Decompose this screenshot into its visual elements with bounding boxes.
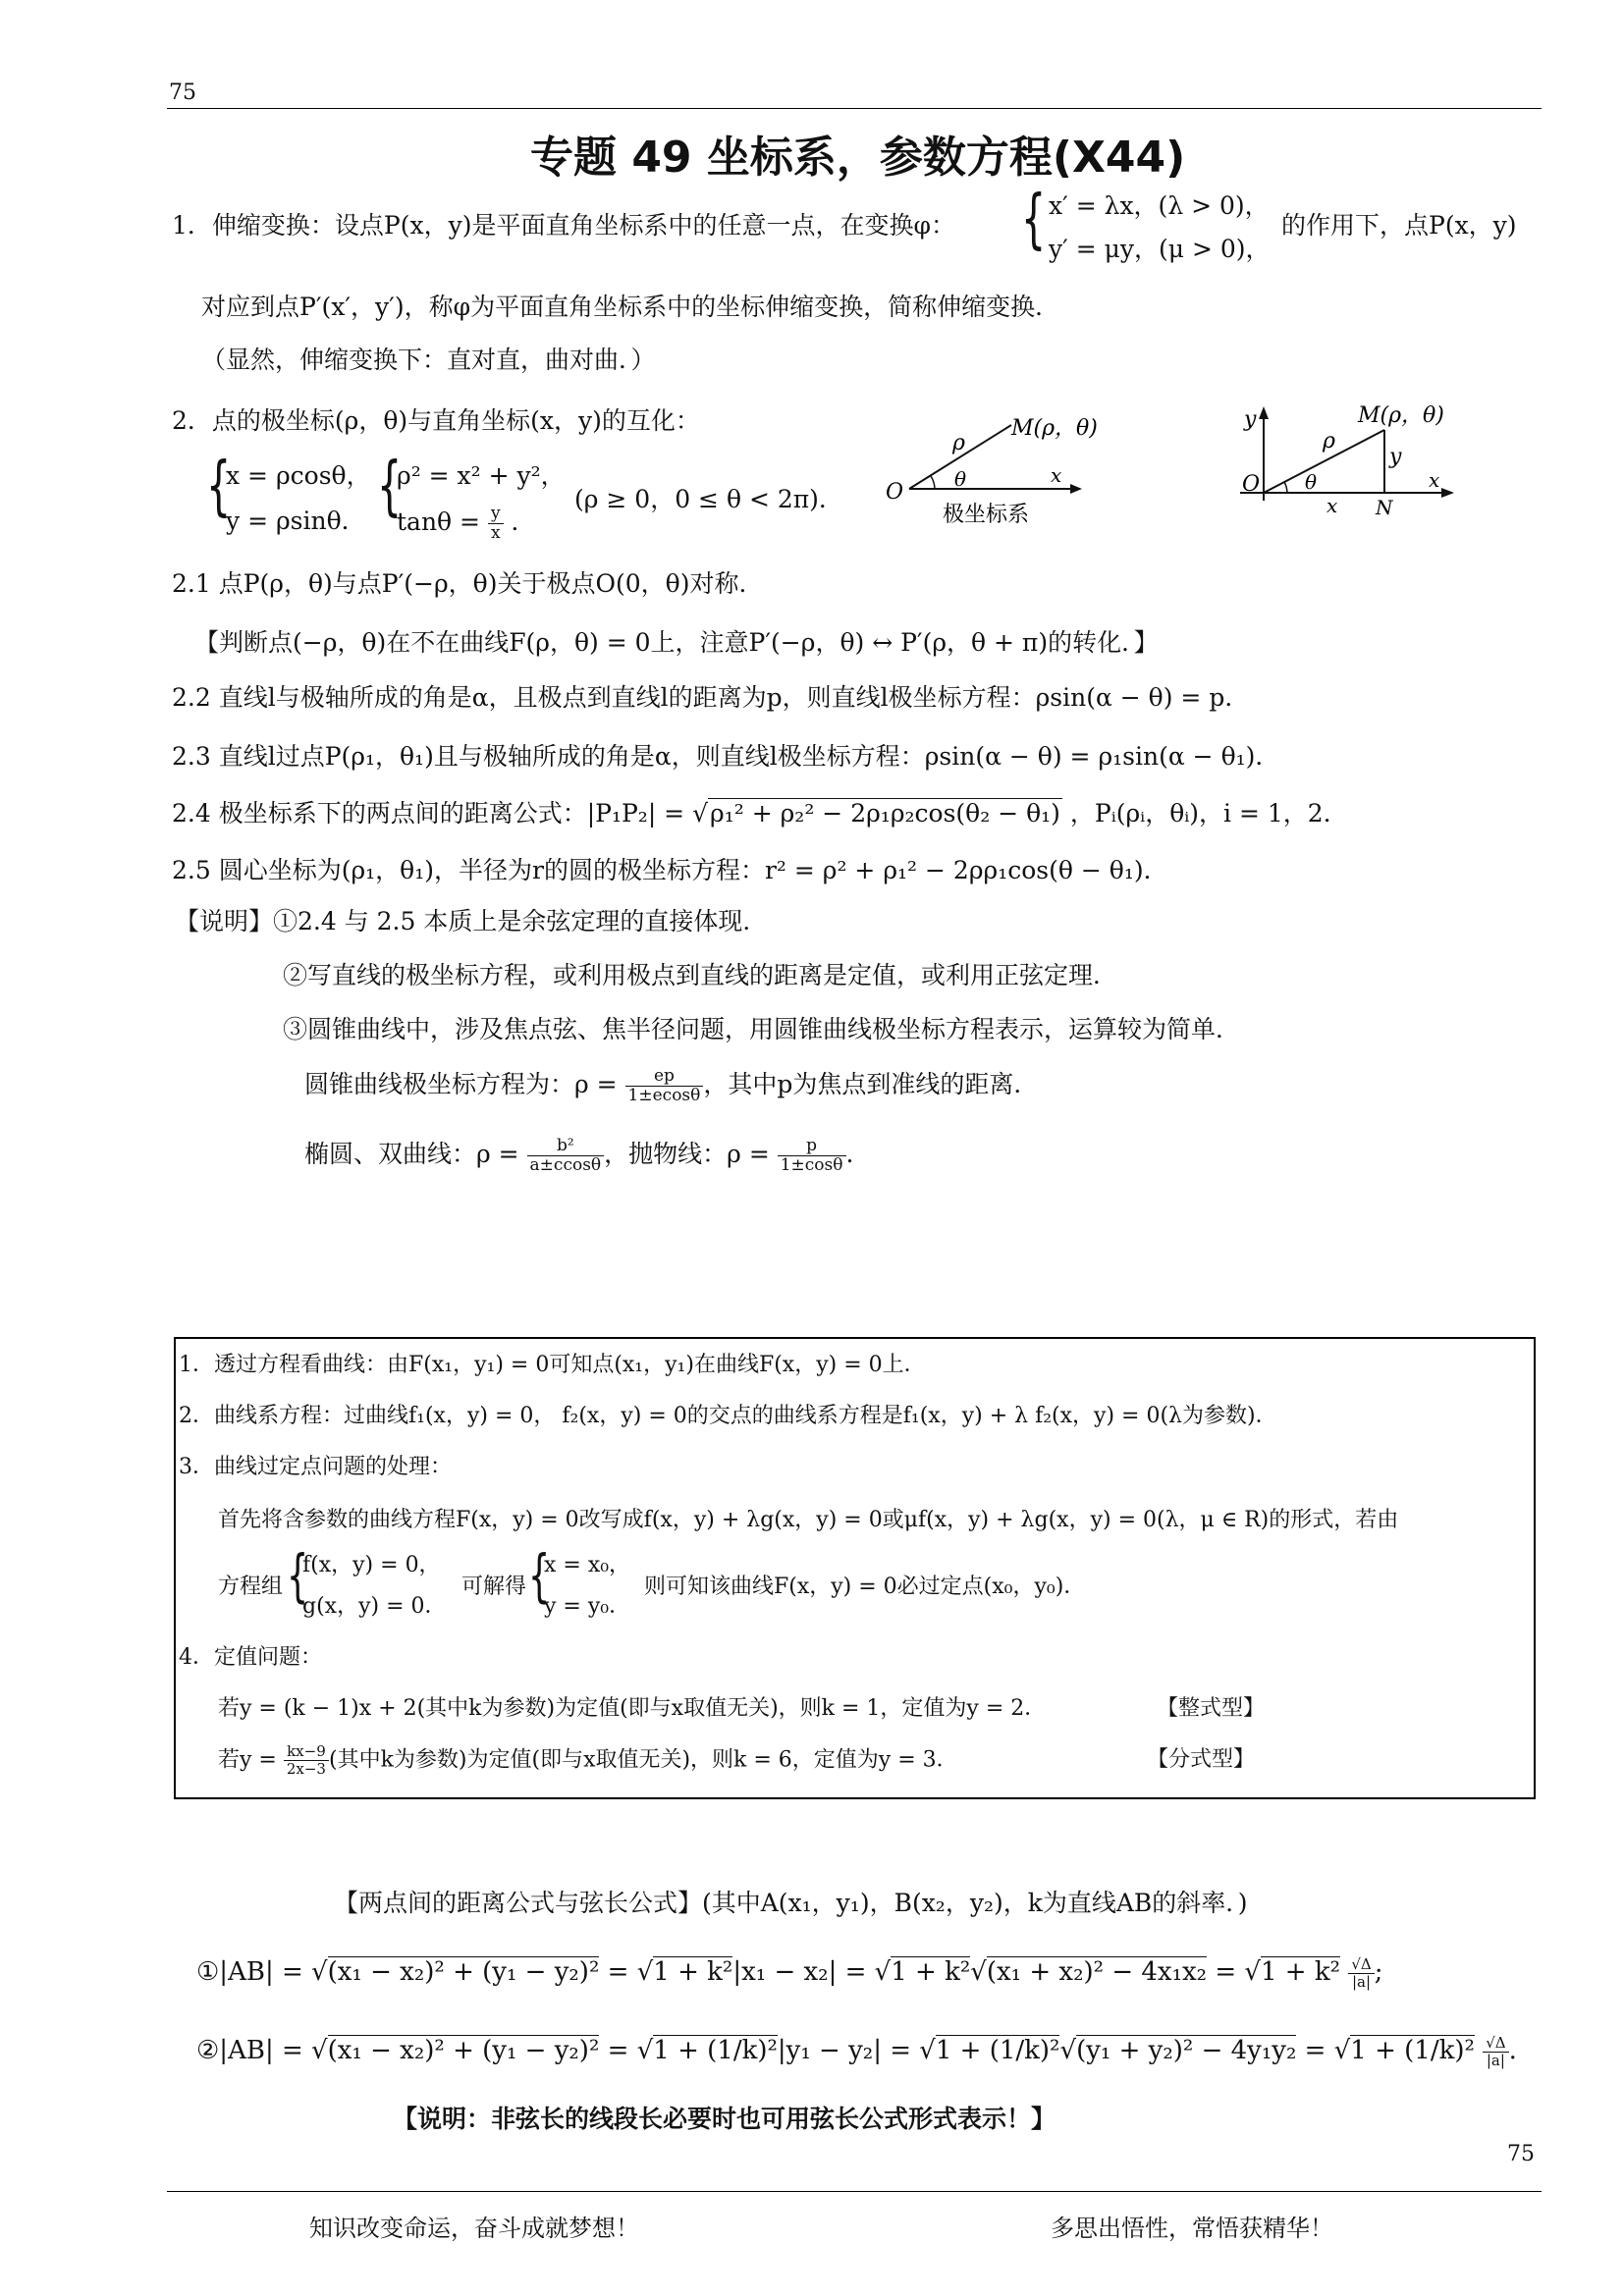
polar-label-M: M(ρ，θ) [1011, 416, 1098, 441]
box-line1: 1．透过方程看曲线：由F(x₁，y₁) = 0可知点(x₁，y₁)在曲线F(x，y) = 0上． [179, 1353, 926, 1377]
note-ellipse-frac [527, 1137, 605, 1175]
chord-f1-fden: |a| [1351, 1972, 1372, 1991]
box-line8-tag: 【分式型】 [1147, 1747, 1256, 1772]
sec2-lead: 2．点的极坐标(ρ，θ)与直角坐标(x，y)的互化： [172, 406, 700, 435]
chord-f2-c: |y₁ − y₂| = [777, 2036, 912, 2065]
box-line5-post: 则可知该曲线F(x，y) = 0必过定点(x₀，y₀)． [644, 1575, 1086, 1599]
chord-f2-r4: (y₁ + y₂)² − 4y₁y₂ [1076, 2036, 1297, 2065]
polar-caption: 极坐标系 [943, 503, 1030, 527]
footer-rule [167, 2191, 1542, 2192]
polar-label-rho: ρ [952, 431, 965, 455]
sec2-sysA2: y = ρsinθ． [226, 507, 366, 535]
sec2-tan-den: x [490, 523, 501, 543]
note-conic-frac [625, 1067, 704, 1105]
box-brace-a: { [287, 1542, 309, 1609]
sec23: 2.3 直线l过点P(ρ₁，θ₁)且与极轴所成的角是α，则直线l极坐标方程：ρsin(α − θ) = ρ₁sin(α − θ₁)． [172, 742, 1280, 771]
sec24-post: ，Pᵢ(ρᵢ，θᵢ)，i = 1，2． [1069, 799, 1348, 828]
chord-formula1: ①|AB| = √(x₁ − x₂)² + (y₁ − y₂)² = √1 + k²|x₁ − x₂| = √1 + k²√(x₁ + x₂)² − 4x₁x₂ = √1 + k² $\frac{√\Delta}{|a|}$ ; [196, 1954, 1383, 1991]
box-line5-a2: g(x，y) = 0． [302, 1594, 447, 1619]
page-title: 专题 49 坐标系，参数方程(X44) [530, 133, 1186, 183]
sec1-eq2: y′ = μy，(μ > 0)， [1049, 235, 1271, 263]
box-line8-frac [284, 1743, 329, 1778]
note-conic [304, 1067, 1038, 1105]
box-line6: 4．定值问题： [179, 1645, 322, 1670]
box-line8-pre: 若y = [218, 1747, 277, 1773]
chord-f1-r5: 1 + k² [1261, 1957, 1341, 1987]
sec25: 2.5 圆心坐标为(ρ₁，θ₁)，半径为r的圆的极坐标方程：r² = ρ² + ρ₁² − 2ρρ₁cos(θ − θ₁)． [172, 856, 1168, 884]
sec2-brace-b: { [377, 448, 403, 523]
chord-f2-r2: 1 + (1/k)² [653, 2036, 778, 2065]
rect-label-theta: θ [1305, 470, 1318, 494]
note-conic-num: ep [625, 1067, 704, 1087]
rect-label-M: M(ρ，θ) [1358, 403, 1444, 428]
sec2-tan-pre: tanθ = [397, 507, 480, 536]
chord-f1-c: |x₁ − x₂| = [732, 1957, 867, 1987]
box-line8-post: (其中k为参数)为定值(即与x取值无关)，则k = 6，定值为y = 3． [328, 1747, 958, 1773]
chord-f1-d: = [1215, 1957, 1237, 1987]
sec1-lead: 1．伸缩变换：设点P(x，y)是平面直角坐标系中的任意一点，在变换φ： [172, 211, 955, 240]
rect-angle-arc [1284, 482, 1287, 493]
rect-label-y-side: y [1389, 445, 1402, 469]
sec1-line2: 对应到点P′(x′，y′)，称φ为平面直角坐标系中的坐标伸缩变换，简称伸缩变换． [201, 293, 1060, 321]
chord-f1-fnum: √Δ [1348, 1956, 1374, 1974]
polar-label-O: O [886, 480, 904, 505]
rect-figure [1232, 393, 1468, 520]
rect-label-O: O [1242, 472, 1261, 497]
note-line1: 【说明】①2.4 与 2.5 本质上是余弦定理的直接体现． [175, 907, 768, 935]
note-parabola-post: . [845, 1140, 854, 1168]
note-ellipse-den: a±ccosθ [529, 1155, 602, 1175]
box-line3: 3．曲线过定点问题的处理： [179, 1455, 452, 1479]
footer-left: 知识改变命运，奋斗成就梦想！ [309, 2215, 639, 2242]
sec2-tan-num: y [488, 505, 504, 524]
sec21-line1: 2.1 点P(ρ，θ)与点P′(−ρ，θ)关于极点O(0，θ)对称． [172, 569, 764, 598]
chord-f1-b: = [607, 1957, 629, 1987]
box-line8-den: 2x−3 [286, 1760, 326, 1778]
polar-label-theta: θ [954, 467, 967, 491]
note-ellipse-pre: 椭圆、双曲线：ρ = [304, 1140, 519, 1168]
box-line4: 首先将含参数的曲线方程F(x，y) = 0改写成f(x，y) + λg(x，y) = 0或μf(x，y) + λg(x，y) = 0(λ，μ ∈ R)的形式，若由 [218, 1508, 1399, 1532]
sec2-range: (ρ ≥ 0，0 ≤ θ < 2π)． [574, 485, 843, 513]
header-page-number: 75 [169, 80, 196, 105]
sec2-sysB1: ρ² = x² + y²， [397, 461, 566, 490]
chord-f2-d: = [1304, 2036, 1326, 2065]
sec2-sysB2 [397, 505, 536, 543]
note-parabola-num: p [778, 1137, 846, 1156]
chord-f1-a: ①|AB| = [196, 1957, 303, 1987]
note-ellipse-num: b² [527, 1137, 605, 1156]
footer-page-number: 75 [1507, 2142, 1535, 2166]
rect-label-x-axis: x [1429, 468, 1440, 492]
chord-f2-fden: |a| [1486, 2051, 1505, 2069]
chord-formula2: ②|AB| = √(x₁ − x₂)² + (y₁ − y₂)² = √1 + (1/k)²|y₁ − y₂| = √1 + (1/k)²√(y₁ + y₂)² − 4y₁y₂ = √1 + (1/k)² $\frac{√\Delta}{|a|}$ . [196, 2033, 1517, 2069]
sec21-line2: 【判断点(−ρ，θ)在不在曲线F(ρ，θ) = 0上，注意P′(−ρ，θ) ↔ P′(ρ，θ + π)的转化．】 [194, 628, 1159, 657]
chord-f2-fnum: √Δ [1483, 2035, 1508, 2053]
chord-head: 【两点间的距离公式与弦长公式】(其中A(x₁，y₁)，B(x₂，y₂)，k为直线AB的斜率．) [334, 1889, 1248, 1917]
note-ellipse [304, 1137, 853, 1175]
sec24-radicand: ρ₁² + ρ₂² − 2ρ₁ρ₂cos(θ₂ − θ₁) [710, 799, 1060, 828]
sec1-eq1: x′ = λx，(λ > 0)， [1049, 191, 1270, 220]
box-line7-tag: 【整式型】 [1157, 1696, 1266, 1721]
polar-angle-arc [931, 476, 935, 489]
rect-label-N: N [1376, 496, 1393, 519]
rect-x-arrow [1441, 488, 1454, 498]
sec24-pre: 2.4 极坐标系下的两点间的距离公式：|P₁P₂| = [172, 799, 685, 828]
sec22: 2.2 直线l与极轴所成的角是α，且极点到直线l的距离为p，则直线l极坐标方程：ρsin(α − θ) = p． [172, 683, 1250, 712]
box-line5-pre: 方程组 [218, 1575, 284, 1599]
box-line8 [218, 1743, 958, 1778]
polar-figure [874, 407, 1119, 530]
rect-label-rho: ρ [1323, 429, 1335, 454]
note-ellipse-mid: ，抛物线：ρ = [604, 1140, 770, 1168]
chord-f1-end: ; [1374, 1957, 1383, 1987]
note-conic-pre: 圆锥曲线极坐标方程为：ρ = [304, 1070, 618, 1098]
rect-y-arrow [1259, 406, 1269, 419]
note-conic-den: 1±ecosθ [627, 1086, 701, 1105]
box-line5-b1: x = x₀， [544, 1553, 631, 1577]
note-line2: ②写直线的极坐标方程，或利用极点到直线的距离是定值，或利用正弦定理． [283, 961, 1118, 989]
sec2-tan-post: ． [511, 507, 536, 536]
chord-f1-r3: 1 + k² [891, 1957, 971, 1987]
chord-f2-r1: (x₁ − x₂)² + (y₁ − y₂)² [327, 2036, 600, 2065]
chord-f1-frac [1348, 1956, 1374, 1991]
sec24-radical: √ρ₁² + ρ₂² − 2ρ₁ρ₂cos(θ₂ − θ₁) [692, 799, 1060, 828]
chord-f2-r3: 1 + (1/k)² [935, 2036, 1060, 2065]
box-line5-b2: y = y₀． [544, 1594, 631, 1619]
chord-f2-a: ②|AB| = [196, 2036, 303, 2065]
sec2-brace-a: { [206, 448, 232, 523]
note-conic-post: ，其中p为焦点到准线的距离． [703, 1070, 1039, 1098]
box-line5-mid: 可解得 [461, 1575, 527, 1599]
note-parabola-den: 1±cosθ [780, 1155, 843, 1175]
box-line7: 若y = (k − 1)x + 2(其中k为参数)为定值(即与x取值无关)，则k = 1，定值为y = 2． [218, 1696, 1047, 1721]
header-rule [167, 108, 1542, 109]
footer-right: 多思出悟性，常悟获精华！ [1051, 2215, 1333, 2242]
note-parabola-frac [778, 1137, 846, 1175]
box-line2: 2．曲线系方程：过曲线f₁(x，y) = 0， f₂(x，y) = 0的交点的曲线系方程是f₁(x，y) + λ f₂(x，y) = 0(λ为参数)． [179, 1404, 1277, 1428]
box-line8-num: kx−9 [284, 1743, 329, 1761]
sec1-tail: 的作用下，点P(x，y) [1281, 211, 1517, 240]
polar-axis-arrow [1070, 484, 1082, 494]
chord-f2-r5: 1 + (1/k)² [1350, 2036, 1475, 2065]
rect-label-y-axis: y [1244, 407, 1257, 432]
chord-f2-end: . [1508, 2036, 1517, 2065]
box-line5-a1: f(x，y) = 0， [302, 1553, 441, 1577]
note-line3: ③圆锥曲线中，涉及焦点弦、焦半径问题，用圆锥曲线极坐标方程表示，运算较为简单． [283, 1015, 1241, 1043]
chord-f2-b: = [607, 2036, 629, 2065]
sec2-tan-frac [488, 505, 504, 543]
sec1-line3: （显然，伸缩变换下：直对直，曲对曲．） [201, 346, 656, 374]
chord-f2-frac [1483, 2035, 1508, 2069]
chord-f1-r4: (x₁ + x₂)² − 4x₁x₂ [986, 1957, 1208, 1987]
sec24 [172, 797, 1348, 830]
sec1-brace: { [1021, 181, 1047, 256]
chord-f1-r1: (x₁ − x₂)² + (y₁ − y₂)² [327, 1957, 600, 1987]
sec2-sysA1: x = ρcosθ， [226, 461, 371, 490]
chord-note: 【说明：非弦长的线段长必要时也可用弦长公式形式表示！】 [393, 2105, 1056, 2133]
rect-label-x-side: x [1326, 494, 1338, 517]
box-brace-b: { [528, 1542, 551, 1609]
chord-f1-r2: 1 + k² [653, 1957, 733, 1987]
polar-label-x: x [1051, 463, 1062, 487]
